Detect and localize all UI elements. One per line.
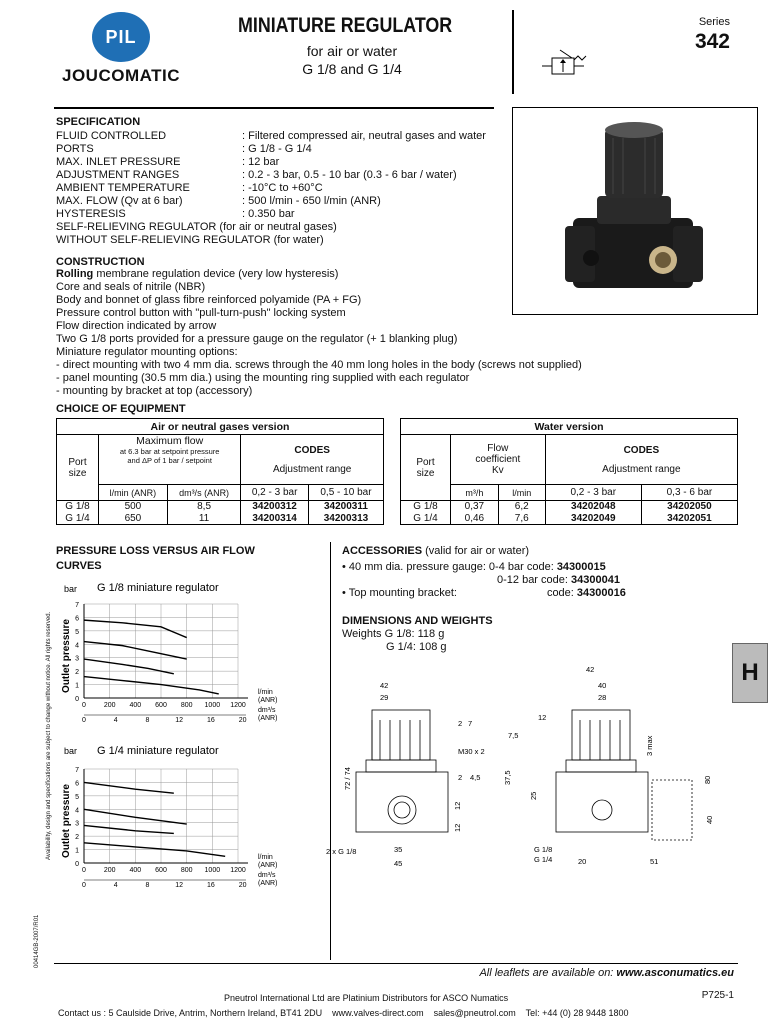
spec-value: : G 1/8 - G 1/4 xyxy=(242,143,312,155)
range-2: 0,5 - 10 bar xyxy=(308,485,383,501)
leaflets-text: All leaflets are available on: xyxy=(479,967,617,979)
y-tick-label: 4 xyxy=(75,807,79,815)
curves-heading: PRESSURE LOSS VERSUS AIR FLOW xyxy=(56,545,255,557)
code-cell: 34200314 xyxy=(241,513,309,525)
subtitle-2: G 1/8 and G 1/4 xyxy=(302,61,402,77)
construction-line xyxy=(56,268,656,281)
x-tick-label: 1000 xyxy=(204,702,221,709)
adj-range-label: Adjustment range xyxy=(272,463,352,475)
dim-label: G 1/8 xyxy=(534,845,553,854)
dim-label: 40 xyxy=(598,681,607,690)
dim-label: 7,5 xyxy=(508,731,519,740)
contact-line: Contact us : 5 Caulside Drive, Antrim, Northern Ireland, BT41 2DU www.valves-direct.com sales@pneutrol.com Tel: +44 (0) 28 9448 1800 xyxy=(58,1008,629,1018)
distributor-note: Pneutrol International Ltd are Platinium Distributors for ASCO Numatics xyxy=(224,993,509,1003)
x2-unit-dm3s: dm³/s xyxy=(258,872,276,879)
dim-label: 28 xyxy=(598,693,607,702)
water-table-title: Water version xyxy=(401,419,738,435)
x2-tick-label: 8 xyxy=(145,717,150,724)
x-tick-label: 200 xyxy=(103,867,116,874)
x2-tick-label: 12 xyxy=(175,882,184,889)
x2-tick-label: 4 xyxy=(113,882,118,889)
dims-heading: DIMENSIONS AND WEIGHTS xyxy=(342,615,493,627)
accessories-block xyxy=(342,545,722,600)
spec-key: PORTS xyxy=(56,143,94,155)
x2-tick-label: 12 xyxy=(175,717,184,724)
spec-row xyxy=(56,143,516,156)
table-cell: 0,37 xyxy=(451,501,499,513)
y-unit-label: bar xyxy=(64,746,78,756)
x-unit-lmin: l/min xyxy=(258,854,273,861)
curve-line xyxy=(84,677,219,694)
spec-extra: WITHOUT SELF-RELIEVING REGULATOR (for water) xyxy=(56,234,324,246)
maxflow-header xyxy=(99,435,241,485)
curve-line xyxy=(84,825,174,833)
maxflow-label: Maximum flow xyxy=(136,435,204,447)
chart-g18 xyxy=(42,576,292,726)
code-cell: 34200313 xyxy=(308,513,383,525)
code-cell: 34202051 xyxy=(641,513,737,525)
page-code: P725-1 xyxy=(701,990,734,1001)
spec-key: HYSTERESIS xyxy=(56,208,126,220)
dim-label: 29 xyxy=(380,693,389,702)
table-cell: 8,5 xyxy=(167,501,241,513)
port-label: Port xyxy=(68,456,87,468)
x-tick-label: 0 xyxy=(82,867,86,874)
codes-label: CODES xyxy=(623,444,660,456)
x-tick-label: 1000 xyxy=(204,867,221,874)
size-label: size xyxy=(68,467,87,479)
brand-name: JOUCOMATIC xyxy=(62,66,181,85)
legal-note: Availability, design and specifications are subject to change without notice. All rights reserved. xyxy=(46,611,52,860)
dim-label: M30 x 2 xyxy=(458,747,485,756)
y-tick-label: 1 xyxy=(75,682,79,690)
spec-value: : 12 bar xyxy=(242,156,280,168)
unit-m3h: m³/h xyxy=(451,485,499,501)
port-label: Port xyxy=(416,456,435,468)
x-unit-anr: (ANR) xyxy=(258,862,278,869)
air-table-title: Air or neutral gases version xyxy=(57,419,384,435)
dim-label: 80 xyxy=(703,775,712,784)
x2-tick-label: 0 xyxy=(82,882,86,889)
y-tick-label: 7 xyxy=(75,602,79,609)
dim-label: 72 / 74 xyxy=(343,767,352,790)
table-cell: G 1/4 xyxy=(401,513,451,525)
x-tick-label: 400 xyxy=(129,702,142,709)
spec-value: : 0.2 - 3 bar, 0.5 - 10 bar (0.3 - 6 bar / water) xyxy=(242,169,457,181)
table-cell: 0,46 xyxy=(451,513,499,525)
water-table xyxy=(400,418,738,525)
section-tab: H xyxy=(732,643,768,703)
accessory-text: code: xyxy=(546,587,577,599)
y-tick-label: 5 xyxy=(75,628,79,636)
header-rule xyxy=(54,107,494,109)
spec-row xyxy=(56,195,516,208)
maxflow-sub1: at 6.3 bar at setpoint pressure xyxy=(119,447,220,456)
dim-label: 25 xyxy=(529,791,538,800)
dim-label: 7 xyxy=(468,719,473,728)
spec-key: ADJUSTMENT RANGES xyxy=(56,169,180,181)
x2-tick-label: 4 xyxy=(113,717,118,724)
spec-value: : 500 l/min - 650 l/min (ANR) xyxy=(242,195,381,207)
x-unit-anr: (ANR) xyxy=(258,697,278,704)
codes-label: CODES xyxy=(294,444,330,456)
rolling-word: Rolling xyxy=(56,268,94,280)
construction-line: Flow direction indicated by arrow xyxy=(56,320,217,332)
construction-line: Pressure control button with "pull-turn-push" locking system xyxy=(56,307,346,319)
x-tick-label: 800 xyxy=(180,867,193,874)
chart-title: G 1/4 miniature regulator xyxy=(97,745,219,757)
adj-range-label: Adjustment range xyxy=(602,463,681,475)
spec-key: AMBIENT TEMPERATURE xyxy=(56,182,190,194)
x-tick-label: 1200 xyxy=(230,702,246,709)
unit-lmin: l/min (ANR) xyxy=(99,485,168,501)
construction-heading: CONSTRUCTION xyxy=(56,256,145,268)
dim-label: 4,5 xyxy=(470,773,481,782)
x2-unit-dm3s: dm³/s xyxy=(258,707,276,714)
y-unit-label: bar xyxy=(64,584,78,594)
table-cell: 7,6 xyxy=(498,513,545,525)
construction-text: membrane regulation device (very low hysteresis) xyxy=(93,268,339,280)
construction-list xyxy=(56,268,656,398)
dim-label: 45 xyxy=(394,859,403,868)
codes-header xyxy=(241,435,384,485)
leaflets-note xyxy=(479,967,734,979)
spec-key: FLUID CONTROLLED xyxy=(56,130,167,142)
regulator-symbol-icon xyxy=(540,46,600,80)
y-tick-label: 0 xyxy=(75,696,79,703)
dim-label: 20 xyxy=(578,857,587,866)
x-tick-label: 800 xyxy=(180,702,193,709)
maxflow-sub2: and ΔP of 1 bar / setpoint xyxy=(127,456,212,465)
dim-label: 37,5 xyxy=(503,770,512,785)
construction-line: Core and seals of nitrile (NBR) xyxy=(56,281,206,293)
y-tick-label: 2 xyxy=(75,834,79,842)
spec-value: : -10°C to +60°C xyxy=(242,182,323,194)
series-label: Series xyxy=(698,16,730,28)
equipment-heading: CHOICE OF EQUIPMENT xyxy=(56,403,186,415)
accessory-row xyxy=(342,587,722,600)
code-cell: 34202049 xyxy=(545,513,641,525)
y-tick-label: 7 xyxy=(75,767,79,774)
construction-line: Body and bonnet of glass fibre reinforced polyamide (PA + FG) xyxy=(56,294,362,306)
kv-label: Kv xyxy=(492,465,504,476)
x-tick-label: 1200 xyxy=(230,867,246,874)
x-tick-label: 0 xyxy=(82,702,86,709)
code-cell: 34202048 xyxy=(545,501,641,513)
spec-row xyxy=(56,169,516,182)
size-label: size xyxy=(416,467,435,479)
x2-tick-label: 20 xyxy=(238,717,247,724)
port-size-header xyxy=(57,435,99,501)
x2-tick-label: 8 xyxy=(145,882,150,889)
x2-tick-label: 0 xyxy=(82,717,86,724)
dimension-drawing xyxy=(320,660,720,880)
codes-header xyxy=(545,435,737,485)
page-title: MINIATURE REGULATOR xyxy=(238,14,453,37)
x2-tick-label: 16 xyxy=(206,882,215,889)
range-1: 0,2 - 3 bar xyxy=(241,485,309,501)
y-axis-label: Outlet pressure xyxy=(61,784,72,858)
spec-row xyxy=(56,208,516,221)
dim-label: 2 x G 1/8 xyxy=(326,847,357,856)
accessory-code: 34300016 xyxy=(576,587,626,599)
spec-key: MAX. INLET PRESSURE xyxy=(56,156,181,168)
header-divider xyxy=(512,10,514,94)
x2-unit-anr: (ANR) xyxy=(258,880,278,887)
spec-value: : 0.350 bar xyxy=(242,208,295,220)
unit-lmin: l/min xyxy=(498,485,545,501)
subtitle-1: for air or water xyxy=(306,43,398,59)
x-tick-label: 600 xyxy=(155,702,167,709)
y-tick-label: 3 xyxy=(75,655,79,663)
dim-label: 3 max xyxy=(645,735,654,756)
table-cell: 6,2 xyxy=(498,501,545,513)
accessory-code: 34300041 xyxy=(571,574,620,586)
accessories-note: (valid for air or water) xyxy=(422,545,530,557)
y-tick-label: 6 xyxy=(75,780,79,788)
y-tick-label: 0 xyxy=(75,861,79,868)
y-tick-label: 2 xyxy=(75,669,79,677)
spec-row xyxy=(56,130,516,143)
x2-tick-label: 20 xyxy=(238,882,247,889)
range-1: 0,2 - 3 bar xyxy=(545,485,641,501)
dim-label: 12 xyxy=(453,823,462,832)
flow-label: Flow xyxy=(487,443,509,454)
dim-label: 51 xyxy=(650,857,659,866)
dim-label: 35 xyxy=(394,845,403,854)
code-cell: 34200312 xyxy=(241,501,309,513)
doc-code: 00414GB-2007/R01 xyxy=(34,914,40,968)
accessory-row xyxy=(342,561,722,574)
dim-label: 12 xyxy=(453,801,462,810)
construction-line: Miniature regulator mounting options: xyxy=(56,346,238,358)
spec-heading: SPECIFICATION xyxy=(56,116,141,128)
y-axis-label: Outlet pressure xyxy=(61,619,72,693)
y-tick-label: 5 xyxy=(75,793,79,801)
accessory-row xyxy=(342,574,722,587)
x2-unit-anr: (ANR) xyxy=(258,715,278,722)
x-tick-label: 400 xyxy=(129,867,142,874)
series-number: 342 xyxy=(694,30,730,53)
construction-line: - direct mounting with two 4 mm dia. screws through the 40 mm long holes in the body (screws not supplied) xyxy=(56,359,582,371)
curve-line xyxy=(84,659,174,674)
dim-label: G 1/4 xyxy=(534,855,553,864)
dim-label: 40 xyxy=(705,815,714,824)
construction-line: - mounting by bracket at top (accessory) xyxy=(56,385,253,397)
accessories-heading: ACCESSORIES xyxy=(342,545,423,557)
code-cell: 34202050 xyxy=(641,501,737,513)
spec-row xyxy=(56,156,516,169)
unit-dm3s: dm³/s (ANR) xyxy=(167,485,241,501)
dim-label: 42 xyxy=(586,665,595,674)
dim-label: 12 xyxy=(538,713,547,722)
spec-value: : Filtered compressed air, neutral gases and water xyxy=(242,130,486,142)
spec-key: MAX. FLOW (Qv at 6 bar) xyxy=(56,195,183,207)
table-cell: G 1/8 xyxy=(401,501,451,513)
weight-2: G 1/4: 108 g xyxy=(386,641,447,653)
table-cell: 650 xyxy=(99,513,168,525)
chart-title: G 1/8 miniature regulator xyxy=(97,582,219,594)
pil-logo-text: PIL xyxy=(105,26,137,47)
flow-header xyxy=(451,435,546,485)
pil-logo xyxy=(92,12,150,62)
coef-label: coefficient xyxy=(475,454,521,465)
accessory-text: • Top mounting bracket: xyxy=(342,587,457,599)
accessory-text: • 40 mm dia. pressure gauge: 0-4 bar code: xyxy=(342,561,557,573)
chart-g14 xyxy=(42,741,292,891)
curves-heading-2: CURVES xyxy=(56,560,102,572)
y-tick-label: 4 xyxy=(75,642,79,650)
x-unit-lmin: l/min xyxy=(258,689,273,696)
x2-tick-label: 16 xyxy=(206,717,215,724)
construction-line: - panel mounting (30.5 mm dia.) using the mounting ring supplied with each regulator xyxy=(56,372,470,384)
table-cell: G 1/8 xyxy=(57,501,99,513)
x-tick-label: 600 xyxy=(155,867,167,874)
spec-extra: SELF-RELIEVING REGULATOR (for air or neutral gases) xyxy=(56,221,337,233)
accessory-code: 34300015 xyxy=(556,561,606,573)
construction-line: Two G 1/8 ports provided for a pressure gauge on the regulator (+ 1 blanking plug) xyxy=(56,333,458,345)
y-tick-label: 1 xyxy=(75,847,79,855)
dim-label: 42 xyxy=(380,681,389,690)
spec-row xyxy=(56,182,516,195)
table-cell: G 1/4 xyxy=(57,513,99,525)
code-cell: 34200311 xyxy=(308,501,383,513)
spec-list xyxy=(56,130,516,247)
table-cell: 11 xyxy=(167,513,241,525)
port-size-header xyxy=(401,435,451,501)
footer-rule xyxy=(54,963,738,964)
accessory-text: 0-12 bar code: xyxy=(497,574,571,586)
curve-line xyxy=(84,782,174,793)
table-cell: 500 xyxy=(99,501,168,513)
dim-label: 2 xyxy=(458,773,463,782)
y-tick-label: 6 xyxy=(75,615,79,623)
dim-label: 2 xyxy=(458,719,463,728)
weight-1: Weights G 1/8: 118 g xyxy=(342,628,445,640)
leaflets-link[interactable]: www.asconumatics.eu xyxy=(616,967,734,979)
y-tick-label: 3 xyxy=(75,820,79,828)
air-table xyxy=(56,418,384,525)
x-tick-label: 200 xyxy=(103,702,116,709)
range-2: 0,3 - 6 bar xyxy=(641,485,737,501)
